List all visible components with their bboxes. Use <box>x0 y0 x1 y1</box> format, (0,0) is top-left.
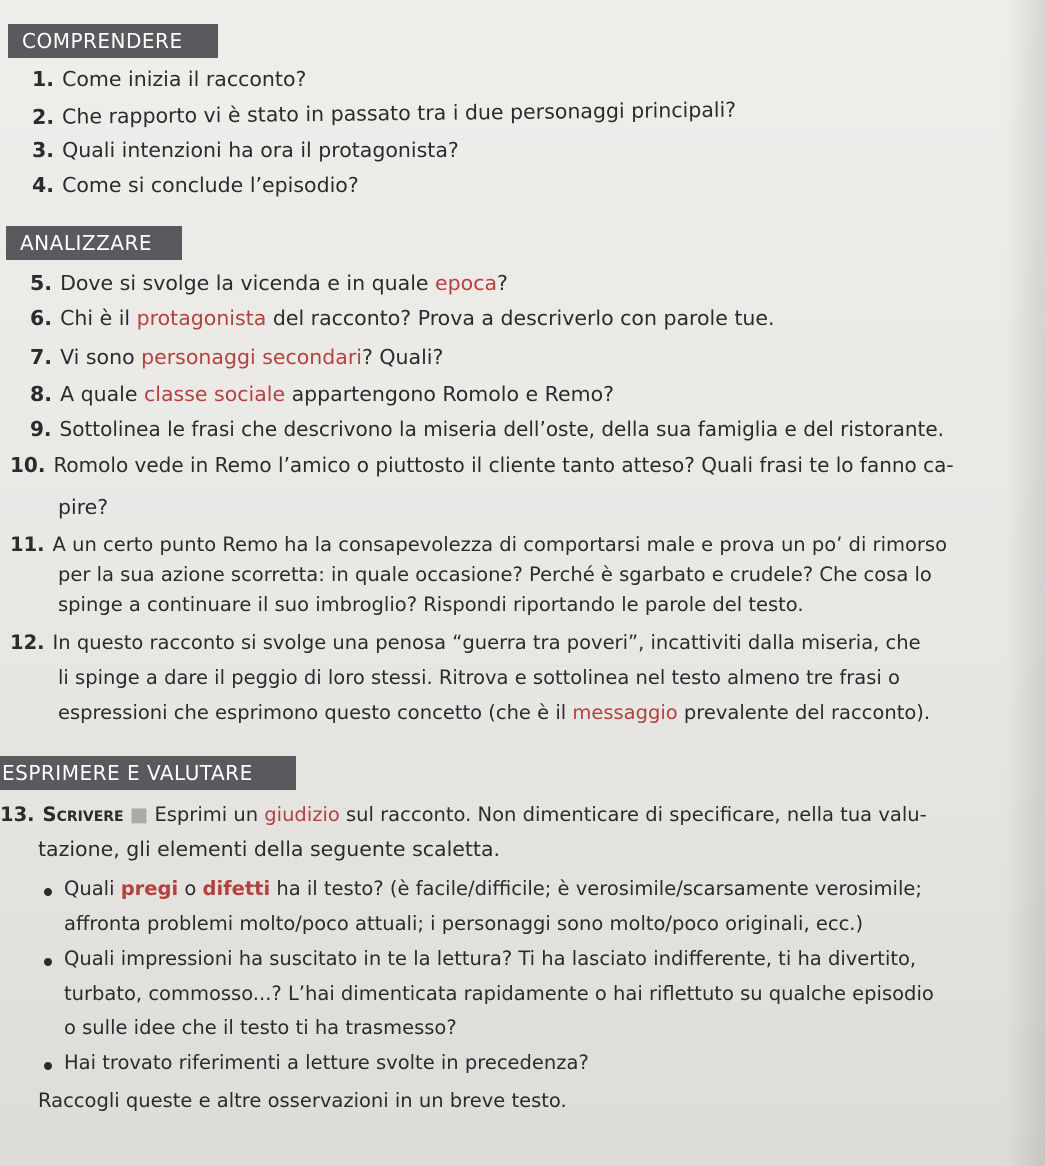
question-number: 8. <box>30 382 53 406</box>
question-number: 3. <box>32 138 55 162</box>
keyword: classe sociale <box>144 382 286 406</box>
question-8 <box>30 381 614 407</box>
question-12 <box>10 630 921 656</box>
page-shadow <box>1005 0 1045 1166</box>
question-text: del racconto? Prova a descriverlo con parole tue. <box>266 306 775 330</box>
question-number: 11. <box>10 533 45 556</box>
question-number: 12. <box>10 631 45 654</box>
keyword: protagonista <box>136 306 267 330</box>
question-5 <box>30 270 508 296</box>
question-text: Esprimi un <box>154 803 265 826</box>
question-number: 5. <box>30 271 53 295</box>
question-12-cont: li spinge a dare il peggio di loro stessi. Ritrova e sottolinea nel testo almeno tre frasi o <box>58 666 900 689</box>
question-text: ? Quali? <box>362 345 444 369</box>
question-text: Chi è il <box>60 306 137 330</box>
question-text: sul racconto. Non dimenticare di specificare, nella tua valu- <box>339 803 927 826</box>
bullet-item-1-cont: affronta problemi molto/poco attuali; i personaggi sono molto/poco originali, ecc.) <box>64 912 864 935</box>
question-number: 1. <box>32 67 55 91</box>
keyword: giudizio <box>264 803 340 826</box>
bullet-text: Quali <box>64 877 121 900</box>
question-text: A quale <box>60 382 144 406</box>
question-text: Sottolinea le frasi che descrivono la miseria dell’oste, della sua famiglia e del ristorante. <box>59 417 945 441</box>
question-number: 7. <box>30 345 53 369</box>
question-text: Dove si svolge la vicenda e in quale <box>60 271 436 295</box>
question-9 <box>30 416 944 442</box>
bullet-item-2-cont: o sulle idee che il testo ti ha trasmesso? <box>64 1016 457 1039</box>
bullet-icon <box>44 958 52 966</box>
question-text: appartengono Romolo e Remo? <box>285 382 615 406</box>
question-number: 2. <box>31 104 55 129</box>
bullet-text: ha il testo? (è facile/difficile; è verosimile/scarsamente verosimile; <box>270 877 922 900</box>
bullet-text: o <box>178 877 203 900</box>
question-number: 4. <box>32 173 55 197</box>
section-header-esprimere: ESPRIMERE E VALUTARE <box>0 756 296 790</box>
question-11 <box>10 532 947 558</box>
question-text: espressioni che esprimono questo concetto (che è il <box>58 701 573 724</box>
question-4 <box>32 172 359 198</box>
bullet-item-3: Hai trovato riferimenti a letture svolte in precedenza? <box>64 1051 589 1074</box>
keyword: personaggi secondari <box>141 345 362 369</box>
question-text: Che rapporto vi è stato in passato tra i due personaggi principali? <box>61 97 737 129</box>
question-number: 6. <box>30 306 53 330</box>
question-11-cont: per la sua azione scorretta: in quale occasione? Perché è sgarbato e crudele? Che cosa lo <box>58 563 932 586</box>
question-text: Romolo vede in Remo l’amico o piuttosto il cliente tanto atteso? Quali frasi te lo fanno ca- <box>53 453 954 477</box>
question-text: Come inizia il racconto? <box>62 67 307 91</box>
question-7 <box>30 344 443 370</box>
question-6 <box>30 305 775 331</box>
question-text: Quali intenzioni ha ora il protagonista? <box>62 138 459 162</box>
question-2 <box>32 97 736 130</box>
question-10 <box>10 452 954 478</box>
keyword: difetti <box>202 877 271 900</box>
question-text: ? <box>497 271 508 295</box>
question-text: A un certo punto Remo ha la consapevolezza di comportarsi male e prova un po’ di rimorso <box>52 533 948 556</box>
question-text: Come si conclude l’episodio? <box>62 173 359 197</box>
separator-icon: ■ <box>129 803 149 826</box>
question-13-cont: tazione, gli elementi della seguente scaletta. <box>38 837 501 861</box>
keyword: pregi <box>120 877 179 900</box>
question-11-cont: spinge a continuare il suo imbroglio? Rispondi riportando le parole del testo. <box>58 593 804 616</box>
bullet-item-2-cont: turbato, commosso...? L’hai dimenticata rapidamente o hai riflettuto su qualche episodio <box>64 982 934 1005</box>
question-number: 10. <box>10 453 46 477</box>
question-text: Vi sono <box>60 345 142 369</box>
question-text: prevalente del racconto). <box>677 701 931 724</box>
keyword: epoca <box>435 271 498 295</box>
question-text: In questo racconto si svolge una penosa “guerra tra poveri”, incattiviti dalla miseria, che <box>52 631 921 654</box>
question-10-cont: pire? <box>58 495 109 519</box>
activity-label: Scrivere <box>42 803 124 826</box>
bullet-item-1 <box>64 876 922 902</box>
closing-instruction: Raccogli queste e altre osservazioni in un breve testo. <box>38 1089 567 1112</box>
bullet-item-2: Quali impressioni ha suscitato in te la lettura? Ti ha lasciato indifferente, ti ha divertito, <box>64 947 917 970</box>
bullet-icon <box>44 1062 52 1070</box>
question-13 <box>0 802 927 828</box>
question-3 <box>32 137 459 163</box>
bullet-icon <box>44 888 52 896</box>
question-number: 9. <box>30 417 52 441</box>
question-1 <box>32 66 306 92</box>
keyword: messaggio <box>572 701 678 724</box>
section-header-analizzare: ANALIZZARE <box>6 226 182 260</box>
section-header-comprendere: COMPRENDERE <box>8 24 218 58</box>
question-number: 13. <box>0 803 35 826</box>
question-12-cont <box>58 700 930 726</box>
